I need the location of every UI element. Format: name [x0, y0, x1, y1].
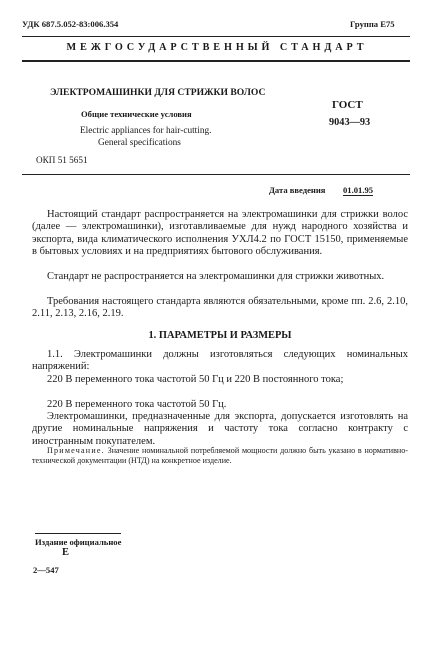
effective-date-value: 01.01.95	[343, 185, 374, 195]
group-code: Группа Е75	[350, 19, 395, 29]
title-block-rule	[22, 174, 410, 175]
note-label: Примечание.	[47, 446, 105, 455]
edition-label: Издание официальное	[35, 537, 122, 547]
section-title: 1. ПАРАМЕТРЫ И РАЗМЕРЫ	[148, 330, 292, 341]
edition-letter: Е	[62, 547, 70, 558]
effective-date-label: Дата введения	[269, 185, 326, 195]
gost-label: ГОСТ	[332, 99, 363, 111]
document-subtitle: Общие технические условия	[81, 109, 192, 119]
export-paragraph: Электромашинки, предназначенные для экспорта, допускается изготовлять на другие номинальные напряжения и частоту тока согласно контракту с иностранным покупателем.	[32, 411, 408, 447]
header-rule-bottom	[22, 60, 410, 62]
clause-1-1: 1.1. Электромашинки должны изготовляться следующих номинальных напряжений:	[32, 349, 408, 373]
voltage-option-2: 220 В переменного тока частотой 50 Гц.	[47, 399, 227, 410]
footer-divider	[35, 533, 121, 534]
english-title-line1: Electric appliances for hair-cutting.	[80, 126, 212, 136]
okp-code: ОКП 51 5651	[36, 155, 88, 165]
english-title-line2: General specifications	[98, 138, 181, 148]
document-title: ЭЛЕКТРОМАШИНКИ ДЛЯ СТРИЖКИ ВОЛОС	[50, 87, 266, 98]
voltage-option-1: 220 В переменного тока частотой 50 Гц и 220 В постоянного тока;	[47, 374, 344, 385]
gost-number: 9043—93	[329, 117, 371, 128]
exclusion-paragraph: Стандарт не распространяется на электромашинки для стрижки животных.	[47, 271, 385, 282]
mandatory-requirements-paragraph: Требования настоящего стандарта являются обязательными, кроме пп. 2.6, 2.10, 2.11, 2.13, 2.16, 2.19.	[32, 296, 408, 320]
order-number: 2—547	[33, 565, 59, 575]
note	[32, 446, 408, 466]
interstate-standard-heading: МЕЖГОСУДАРСТВЕННЫЙ СТАНДАРТ	[66, 42, 368, 53]
scope-paragraph: Настоящий стандарт распространяется на электромашинки для стрижки волос (далее — электромашинки), изготавливаемые для нужд народного хозяйства и экспорта, вида климатического исполнения УХЛ4.2 по ГОСТ 15150, применяемые в бытовых условиях и на предприятиях бытового обслуживания.	[32, 209, 408, 258]
header-rule-top	[22, 36, 410, 37]
udk-code: УДК 687.5.052-83:006.354	[22, 19, 119, 29]
note-text: Значение номинальной потребляемой мощности должно быть указано в нормативно-технической документации (НТД) на конкретное изделие.	[32, 446, 408, 466]
